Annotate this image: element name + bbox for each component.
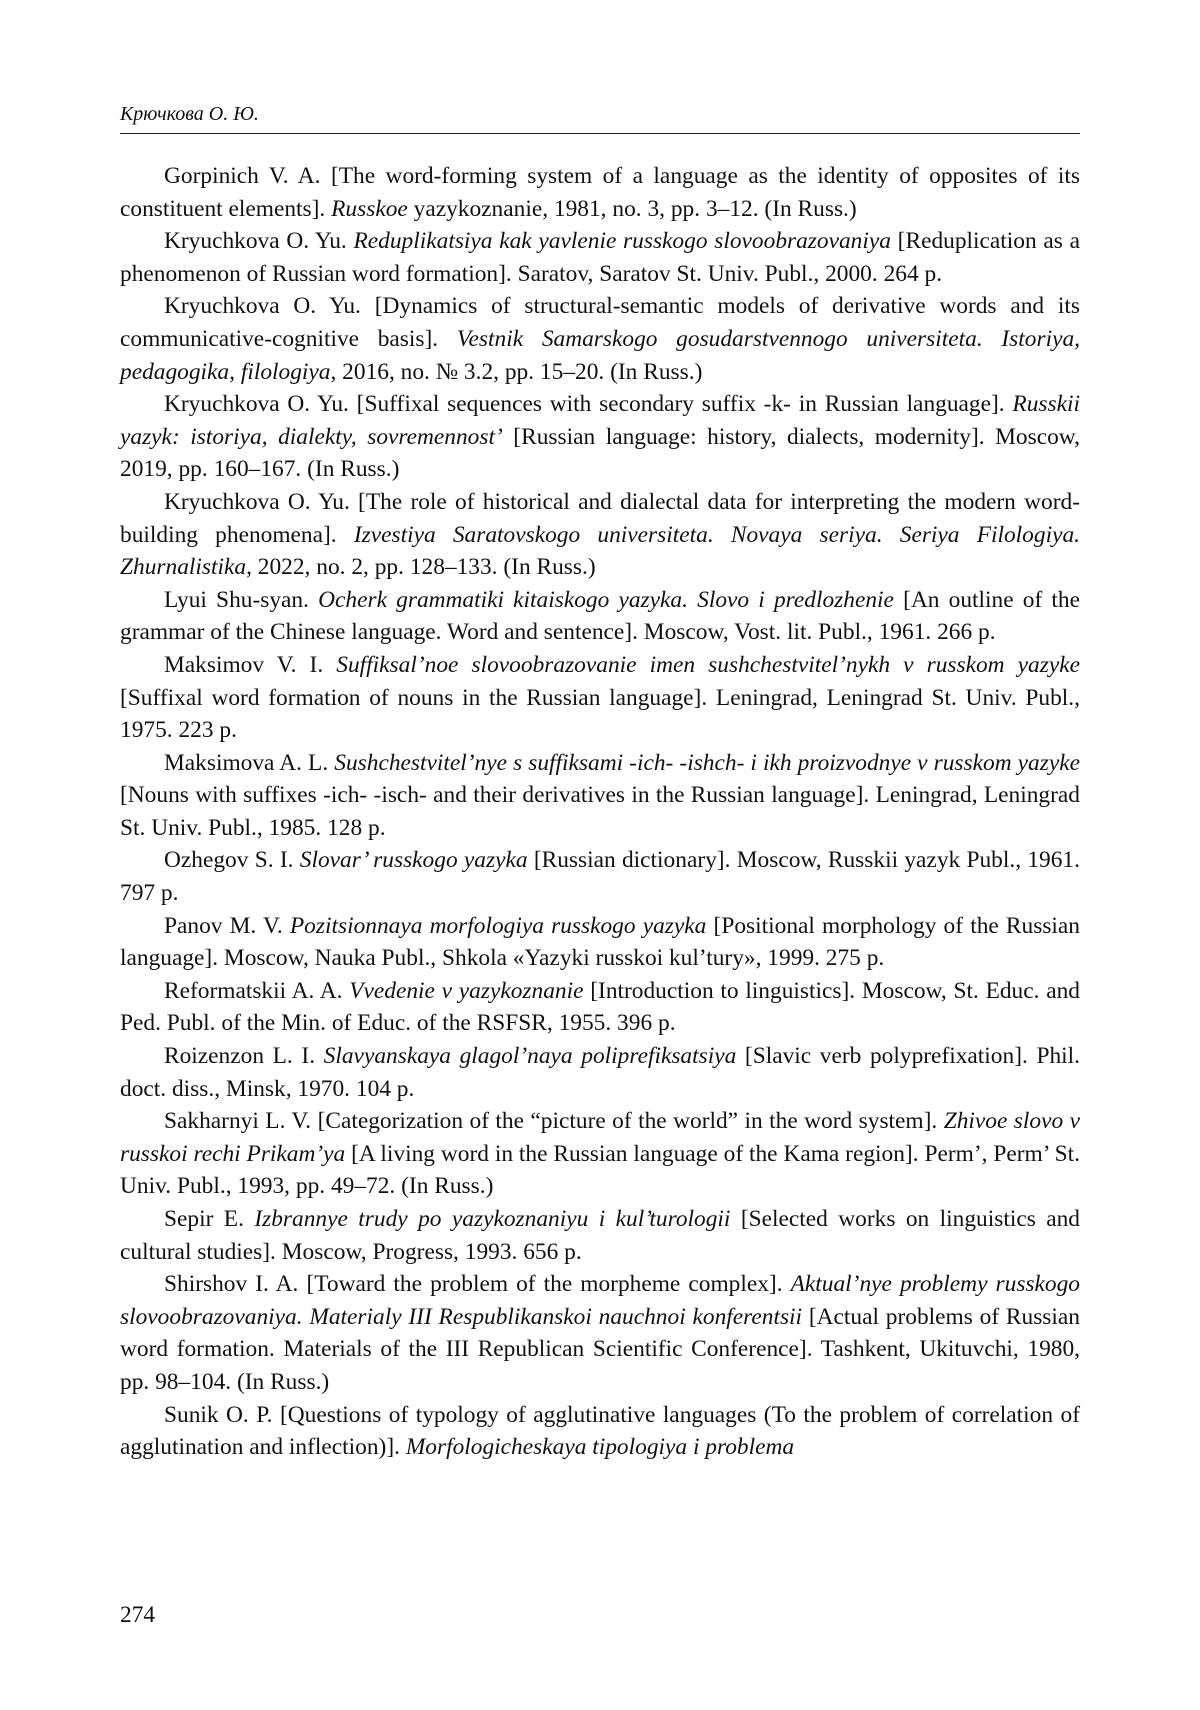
- reference-entry: Sunik O. P. [Questions of typology of agglutinative languages (To the problem of correlation of agglutination and inflection)]. Morfologicheskaya tipologiya i problema: [120, 1401, 1080, 1461]
- reference-entry: Panov M. V. Pozitsionnaya morfologiya russkogo yazyka [Positional morphology of the Russian language]. Moscow, Nauka Publ., Shkola «Yazyki russkoi kul’tury», 1999. 275 p.: [120, 912, 1081, 972]
- reference-entry: Kryuchkova O. Yu. [The role of historical and dialectal data for interpreting the modern word-building phenomena]. Izvestiya Saratovskogo universiteta. Novaya seriya. Seriya Filologiya. Zhurnalistika, 2022, no. 2, pp. 128–133. (In Russ.): [120, 488, 1080, 581]
- page-number: 274: [120, 1602, 156, 1628]
- reference-entry: Reformatskii A. A. Vvedenie v yazykoznanie [Introduction to linguistics]. Moscow, St. Educ. and Ped. Publ. of the Min. of Educ. of the RSFSR, 1955. 396 p.: [120, 977, 1080, 1037]
- reference-entry: Lyui Shu-syan. Ocherk grammatiki kitaiskogo yazyka. Slovo i predlozhenie [An outline of the grammar of the Chinese language. Word and sentence]. Moscow, Vost. lit. Publ., 1961. 266 p.: [120, 586, 1080, 646]
- reference-entry: Maksimova A. L. Sushchestvitel’nye s suffiksami -ich- -ishch- i ikh proizvodnye v russkom yazyke [Nouns with suffixes -ich- -isch- and their derivatives in the Russian language]. Leningrad, Leningrad St. Univ. Publ., 1985. 128 p.: [120, 749, 1080, 841]
- reference-entry: Kryuchkova O. Yu. [Dynamics of structural-semantic models of derivative words and its communicative-cognitive basis]. Vestnik Samarskogo gosudarstvennogo universiteta. Istoriya, pedagogika, filologiya, 2016, no. № 3.2, pp. 15–20. (In Russ.): [120, 293, 1080, 385]
- reference-entry: Kryuchkova O. Yu. [Suffixal sequences with secondary suffix -k- in Russian language]. Russkii yazyk: istoriya, dialekty, sovremennost’ [Russian language: history, dialects, modernity]. Moscow, 2019, pp. 160–167. (In Russ.): [120, 391, 1080, 483]
- header-rule: [120, 133, 1080, 134]
- reference-entry: Sakharnyi L. V. [Categorization of the “picture of the world” in the word system]. Zhivoe slovo v russkoi rechi Prikam’ya [A living word in the Russian language of the Kama region]. Perm’, Perm’ St. Univ. Publ., 1993, pp. 49–72. (In Russ.): [120, 1108, 1080, 1200]
- reference-entry: Gorpinich V. A. [The word-forming system of a language as the identity of opposites of its constituent elements]. Russkoe yazykoznanie, 1981, no. 3, pp. 3–12. (In Russ.): [120, 163, 1080, 222]
- reference-entry: Kryuchkova O. Yu. Reduplikatsiya kak yavlenie russkogo slovoobrazovaniya [Reduplication as a phenomenon of Russian word formation]. Saratov, Saratov St. Univ. Publ., 2000. 264 p.: [120, 228, 1080, 287]
- reference-entry: Sepir E. Izbrannye trudy po yazykoznaniyu i kul’turologii [Selected works on linguistics and cultural studies]. Moscow, Progress, 1993. 656 p.: [120, 1206, 1080, 1265]
- running-head-author: Крючкова О. Ю.: [120, 103, 259, 125]
- reference-entry: Roizenzon L. I. Slavyanskaya glagol’naya poliprefiksatsiya [Slavic verb polyprefixation]. Phil. doct. diss., Minsk, 1970. 104 p.: [120, 1043, 1080, 1102]
- reference-list: [120, 160, 1080, 1464]
- reference-entry: Maksimov V. I. Suffiksal’noe slovoobrazovanie imen sushchestvitel’nykh v russkom yazyke [Suffixal word formation of nouns in the Russian language]. Leningrad, Leningrad St. Univ. Publ., 1975. 223 p.: [120, 651, 1080, 744]
- reference-entry: Shirshov I. A. [Toward the problem of the morpheme complex]. Aktual’nye problemy russkogo slovoobrazovaniya. Materialy III Respublikanskoi nauchnoi konferentsii [Actual problems of Russian word formation. Materials of the III Republican Scientific Conference]. Tashkent, Ukituvchi, 1980, pp. 98–104. (In Russ.): [120, 1271, 1080, 1395]
- reference-entry: Ozhegov S. I. Slovar’ russkogo yazyka [Russian dictionary]. Moscow, Russkii yazyk Publ., 1961. 797 p.: [120, 847, 1080, 907]
